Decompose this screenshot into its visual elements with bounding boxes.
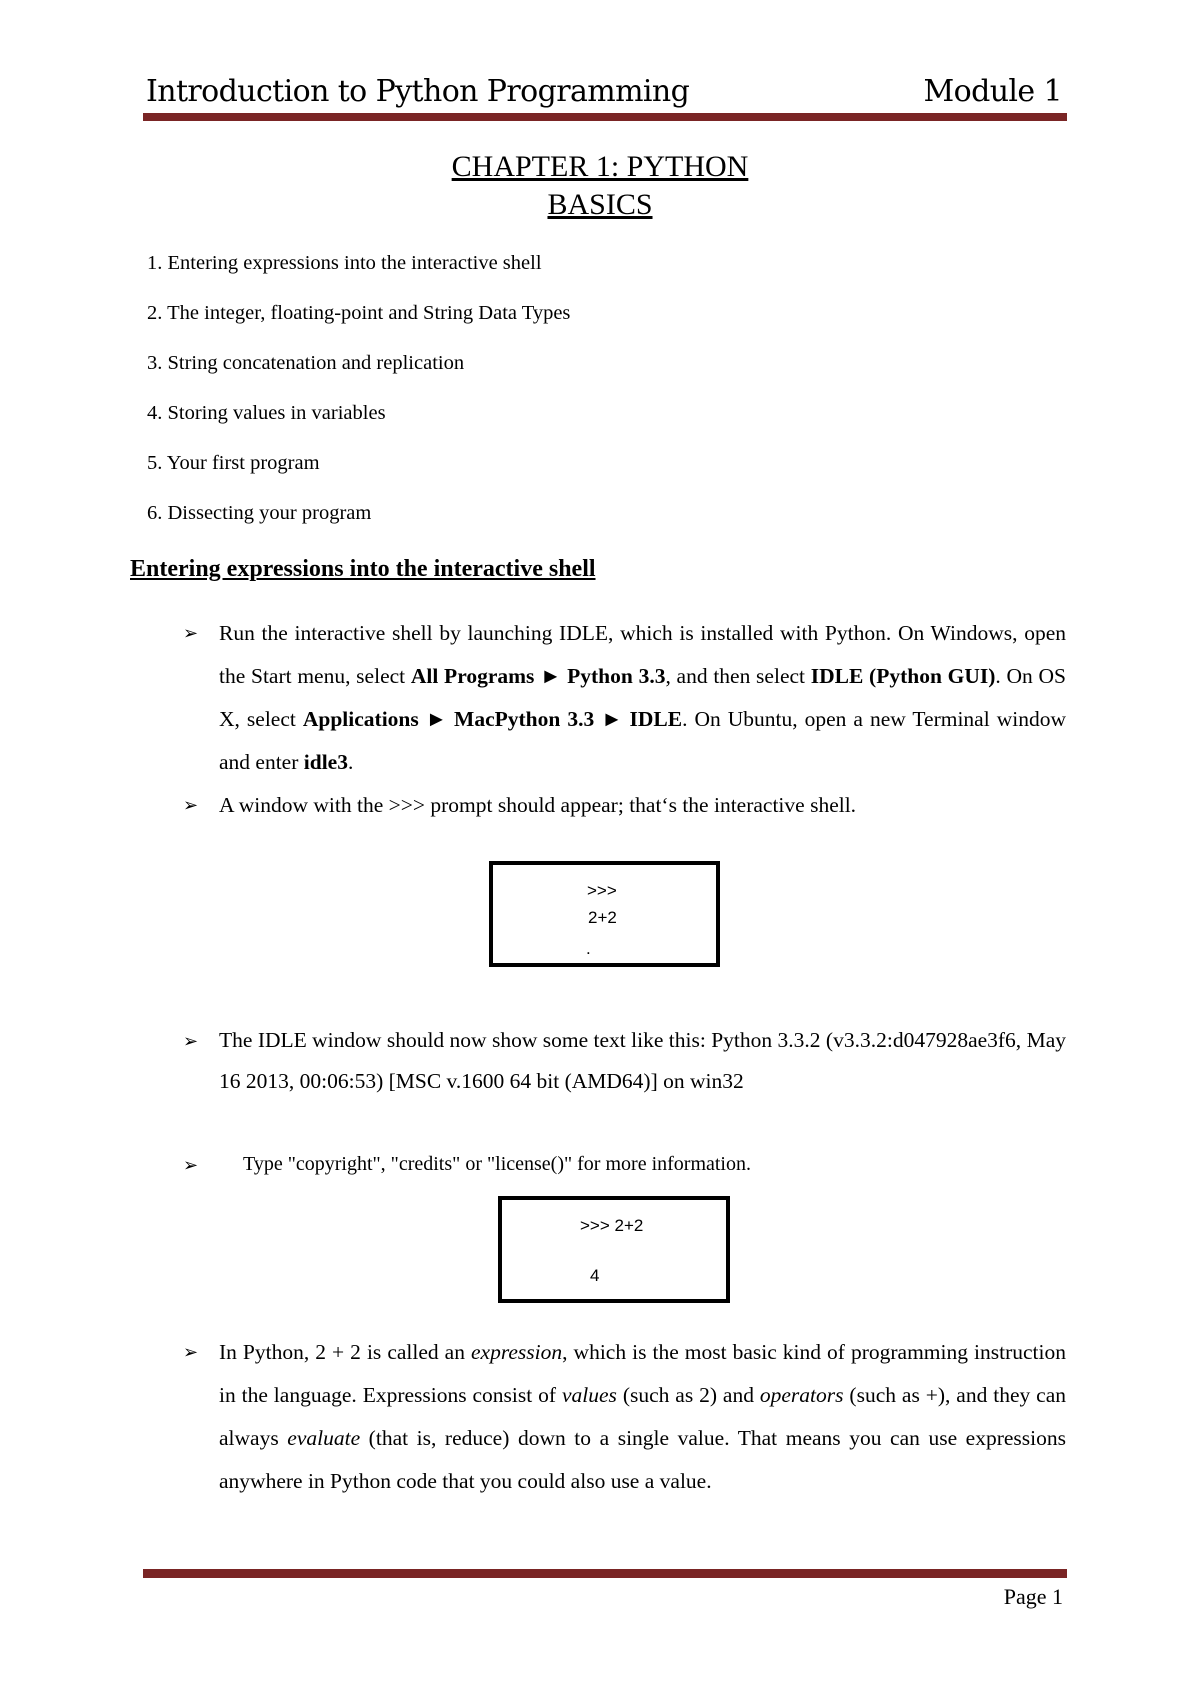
- bullet-text-segment: (such as +), and they can always: [219, 1383, 1066, 1450]
- bullet-bold-segment: IDLE (Python GUI): [810, 664, 996, 688]
- arrow-bullet-icon: ➢: [183, 1155, 199, 1176]
- bullet-text-segment: (such as 2) and: [616, 1383, 760, 1407]
- bullet-bold-segment: idle3: [303, 750, 348, 774]
- bullet-text-segment: , which is the most basic kind of programming instruction in the language. Expressions consist of: [219, 1340, 1066, 1407]
- bullet-italic-segment: values: [561, 1383, 617, 1407]
- topic-list: [147, 250, 570, 550]
- topic-item: 3. String concatenation and replication: [147, 352, 465, 374]
- bullet-item: [183, 612, 1066, 784]
- shell-input: 2+2: [588, 908, 617, 927]
- bullet-item: [183, 1144, 1066, 1184]
- bullet-text-segment: , and then select: [665, 664, 811, 688]
- arrow-bullet-icon: ➢: [183, 1342, 199, 1363]
- shell-cursor: .: [586, 939, 591, 958]
- arrow-bullet-icon: ➢: [183, 623, 199, 644]
- shell-example-box: [489, 861, 720, 967]
- bullet-text-segment: In Python, 2 + 2 is called an: [219, 1340, 471, 1364]
- chapter-title-line-2: BASICS: [547, 188, 653, 221]
- bullet-text: A window with the >>> prompt should appear; that‘s the interactive shell.: [219, 793, 857, 817]
- topic-item: 1. Entering expressions into the interactive shell: [147, 252, 542, 274]
- bullet-bold-segment: Applications ► MacPython 3.3 ► IDLE: [302, 707, 683, 731]
- bullet-text-segment: (that is, reduce) down to a single value. That means you can use expressions anywhere in Python code that you could also use a value.: [219, 1426, 1066, 1493]
- bullet-text-segment: .: [347, 750, 354, 774]
- bullet-italic-segment: expression: [470, 1340, 563, 1364]
- bullet-item: [183, 784, 1066, 827]
- shell-prompt: >>>: [587, 881, 617, 900]
- bullet-text: Type "copyright", "credits" or "license()" for more information.: [243, 1153, 751, 1175]
- arrow-bullet-icon: ➢: [183, 1031, 199, 1052]
- chapter-title: [0, 148, 1200, 224]
- bullet-text: [219, 612, 1066, 784]
- bullet-text-segment: . On OS X, select: [219, 664, 1066, 731]
- topic-item: 2. The integer, floating-point and String Data Types: [147, 302, 571, 324]
- shell-output: 4: [590, 1266, 600, 1285]
- arrow-bullet-icon: ➢: [183, 795, 199, 816]
- header-title: Introduction to Python Programming: [146, 74, 690, 109]
- topic-item: 5. Your first program: [147, 452, 320, 474]
- bullet-italic-segment: evaluate: [287, 1426, 361, 1450]
- chapter-title-line-1: CHAPTER 1: PYTHON: [451, 150, 749, 183]
- page-header: [146, 70, 1062, 114]
- bullet-item: [183, 1331, 1066, 1503]
- bullet-text-segment: . On Ubuntu, open a new Terminal window and enter: [219, 707, 1066, 774]
- header-module: Module 1: [923, 74, 1062, 109]
- section-heading: Entering expressions into the interactive shell: [130, 556, 596, 582]
- bullet-text-segment: Run the interactive shell by launching IDLE, which is installed with Python. On Windows, open the Start menu, select: [219, 621, 1066, 688]
- bullet-item: [183, 1020, 1066, 1102]
- shell-input: >>> 2+2: [580, 1216, 644, 1235]
- footer-divider: [143, 1569, 1067, 1578]
- bullet-bold-segment: All Programs ► Python 3.3: [410, 664, 666, 688]
- bullet-text: [219, 1331, 1066, 1503]
- page-number: Page 1: [1003, 1584, 1063, 1609]
- header-divider: [143, 113, 1067, 121]
- bullet-italic-segment: operators: [759, 1383, 844, 1407]
- shell-example-box: [498, 1196, 730, 1303]
- bullet-text: The IDLE window should now show some text like this: Python 3.3.2 (v3.3.2:d047928ae3f6, May 16 2013, 00:06:53) [MSC v.1600 64 bit (AMD64)] on win32: [219, 1028, 1066, 1093]
- topic-item: 4. Storing values in variables: [147, 402, 386, 424]
- topic-item: 6. Dissecting your program: [147, 502, 372, 524]
